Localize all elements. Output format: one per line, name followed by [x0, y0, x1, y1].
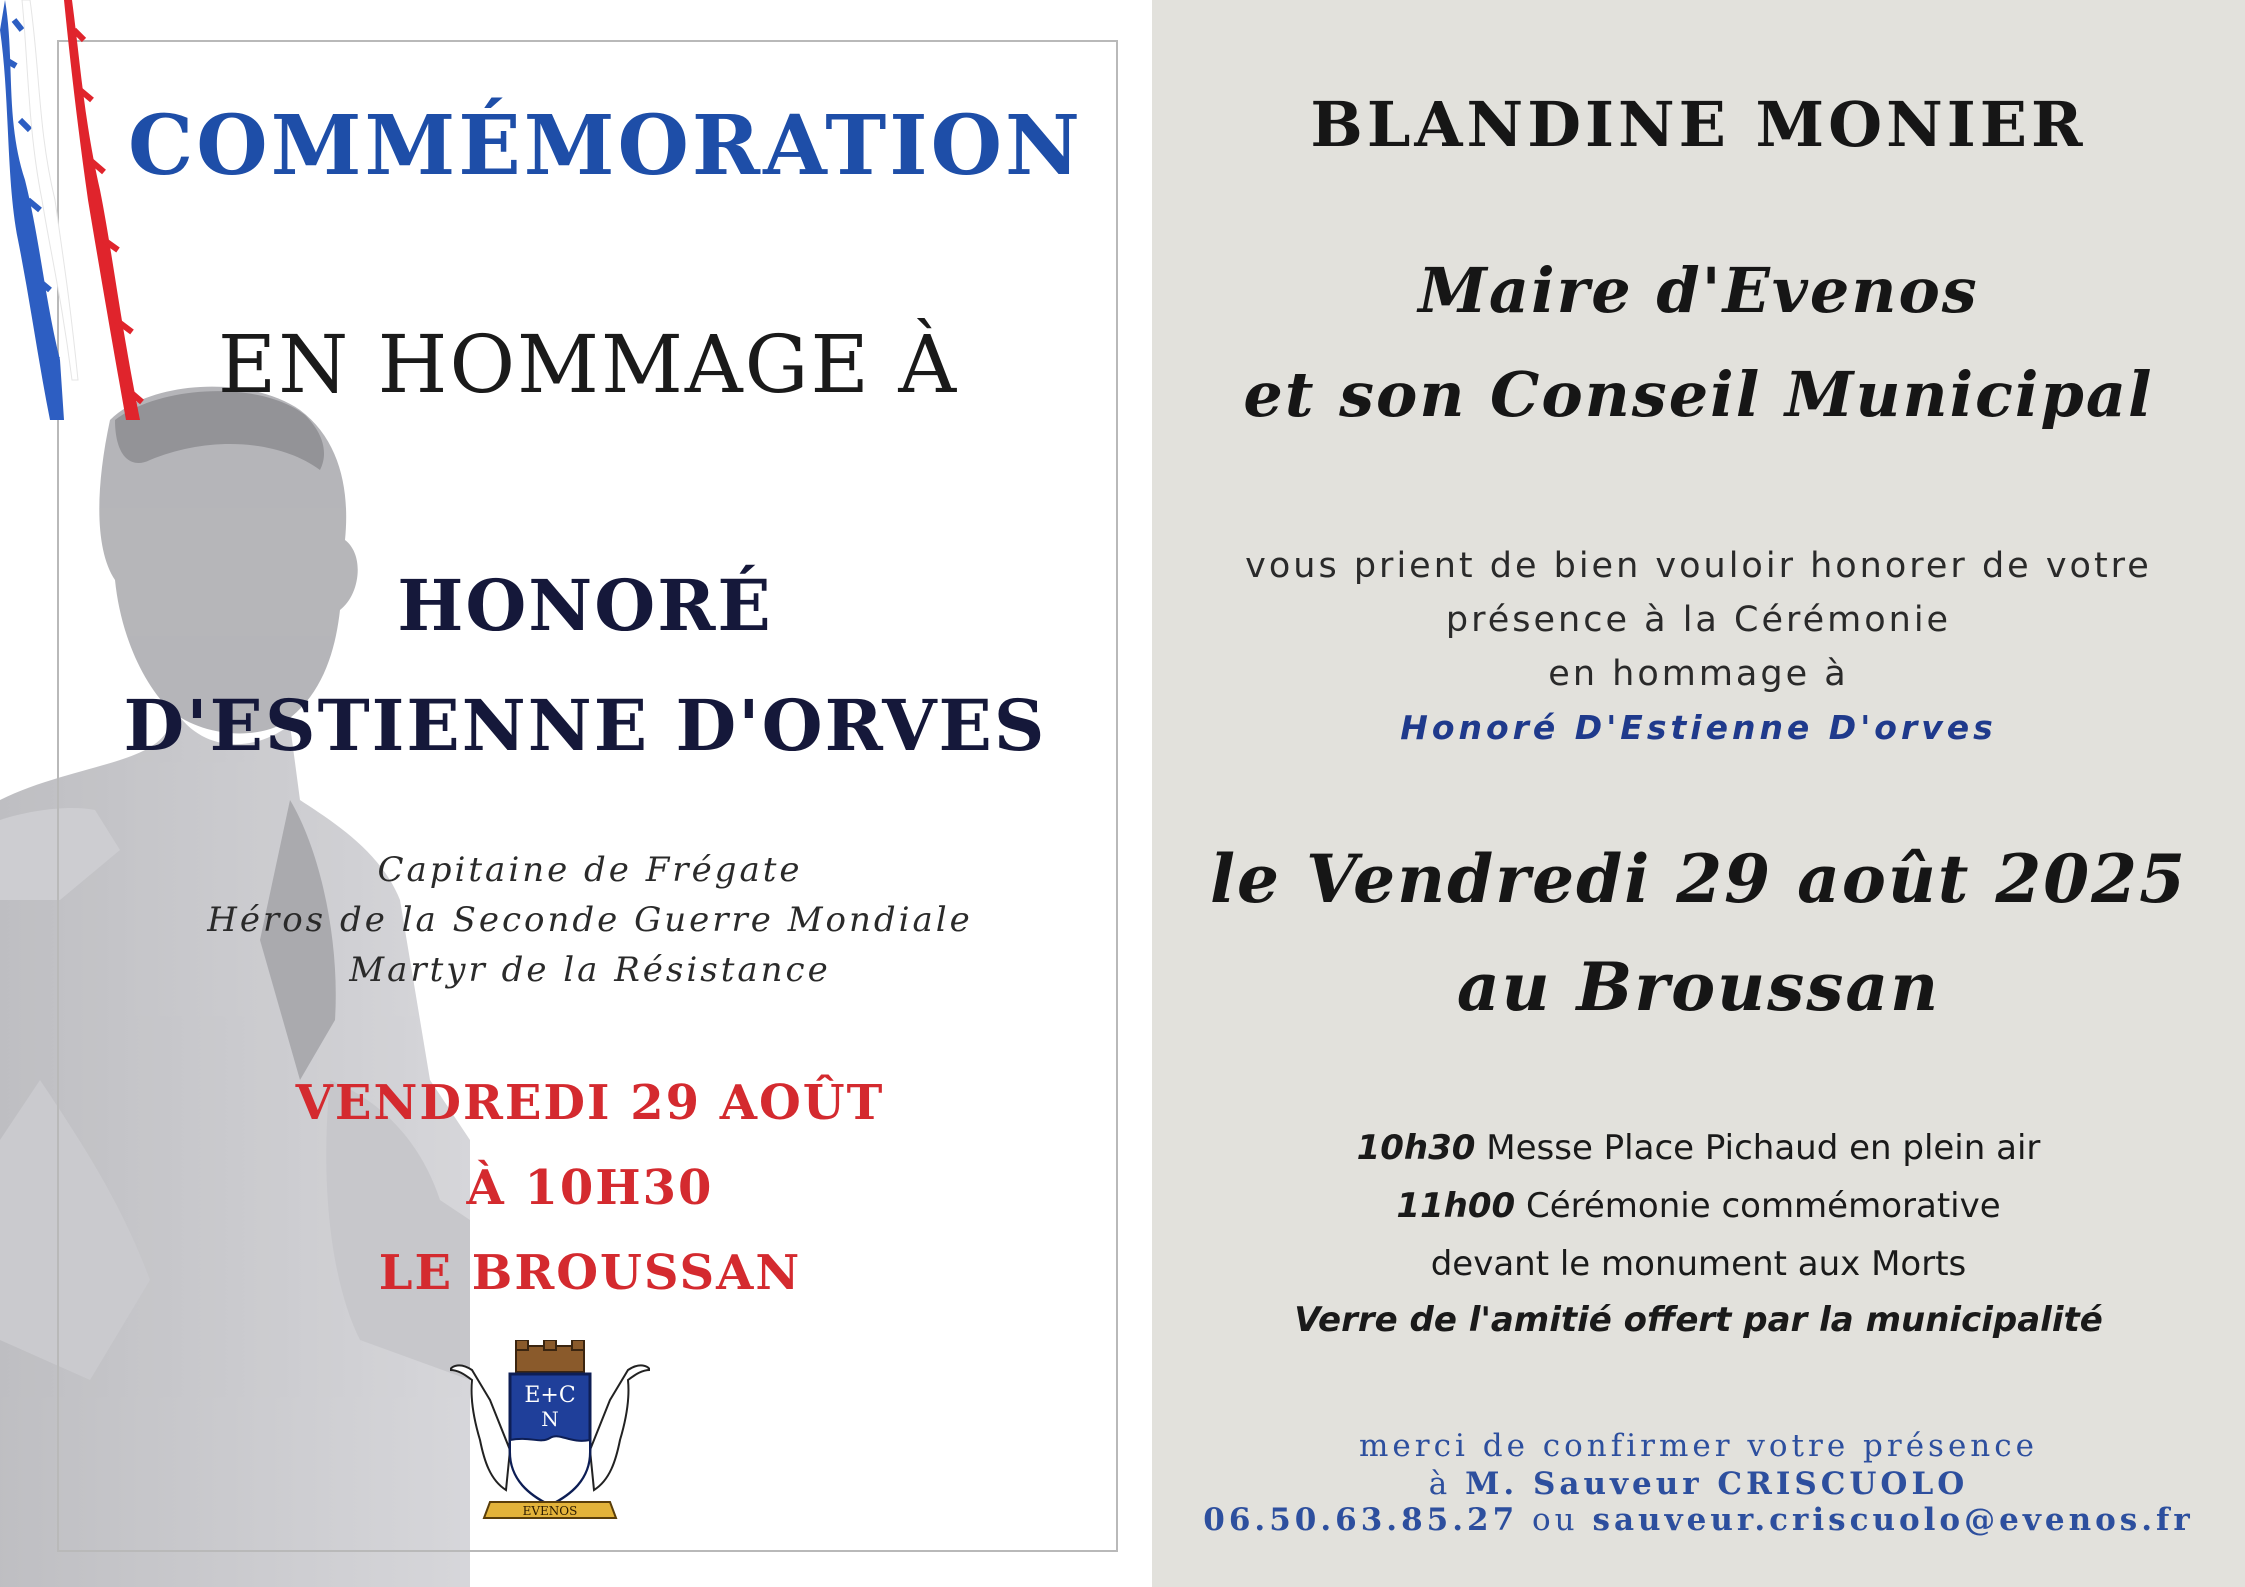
invitation-line: en hommage à [1548, 654, 1849, 694]
svg-text:EVENOS: EVENOS [522, 1504, 578, 1518]
program-note: Verre de l'amitié offert par la municipalité [1294, 1300, 2103, 1340]
role-line: Héros de la Seconde Guerre Mondiale [207, 900, 973, 940]
program-time: 10h30 [1356, 1128, 1476, 1168]
contact-or: ou [1518, 1502, 1593, 1538]
event-location: au Broussan [1456, 948, 1941, 1026]
contact-email-link[interactable]: sauveur.criscuolo@evenos.fr [1592, 1502, 2194, 1538]
invitation-line: présence à la Cérémonie [1445, 600, 1952, 640]
rsvp-contact-name: M. Sauveur CRISCUOLO [1465, 1466, 1969, 1502]
program-text: Messe Place Pichaud en plein air [1475, 1128, 2041, 1168]
rsvp-contact-name-line [1152, 1466, 2245, 1502]
rsvp-prefix: à [1428, 1466, 1466, 1502]
border-frame [57, 40, 1118, 1552]
program-item [1152, 1244, 2245, 1284]
program-item [1152, 1128, 2245, 1168]
hommage-subtitle: EN HOMMAGE À [217, 318, 959, 411]
rsvp-request: merci de confirmer votre présence [1359, 1428, 2038, 1464]
mayor-title-line-1: Maire d'Evenos [1418, 254, 1979, 327]
contact-phone: 06.50.63.85.27 [1203, 1502, 1519, 1538]
honoree-name-line-2: D'ESTIENNE D'ORVES [123, 684, 1047, 767]
date-line: VENDREDI 29 AOÛT [295, 1075, 885, 1131]
commemoration-title: COMMÉMORATION [128, 98, 1083, 194]
mayor-title-line-2: et son Conseil Municipal [1243, 358, 2154, 431]
location-line: LE BROUSSAN [378, 1245, 802, 1301]
svg-text:N: N [541, 1407, 559, 1431]
program-item [1152, 1186, 2245, 1226]
role-line: Capitaine de Frégate [377, 850, 803, 890]
invitation-honoree-name: Honoré D'Estienne D'orves [1400, 708, 1997, 747]
rsvp-contact-details [1152, 1502, 2245, 1538]
program-text: devant le monument aux Morts [1430, 1244, 1967, 1284]
right-panel [1152, 0, 2245, 1587]
svg-text:E+C: E+C [524, 1383, 576, 1408]
mayor-name: BLANDINE MONIER [1310, 88, 2087, 161]
honoree-name-line-1: HONORÉ [397, 564, 773, 647]
program-text: Cérémonie commémorative [1515, 1186, 2001, 1226]
role-line: Martyr de la Résistance [349, 950, 831, 990]
evenos-coat-of-arms-logo [450, 1340, 650, 1525]
event-date: le Vendredi 29 août 2025 [1209, 840, 2188, 918]
program-time: 11h00 [1396, 1186, 1516, 1226]
time-line: À 10H30 [466, 1160, 714, 1216]
invitation-line: vous prient de bien vouloir honorer de votre [1245, 546, 2152, 586]
